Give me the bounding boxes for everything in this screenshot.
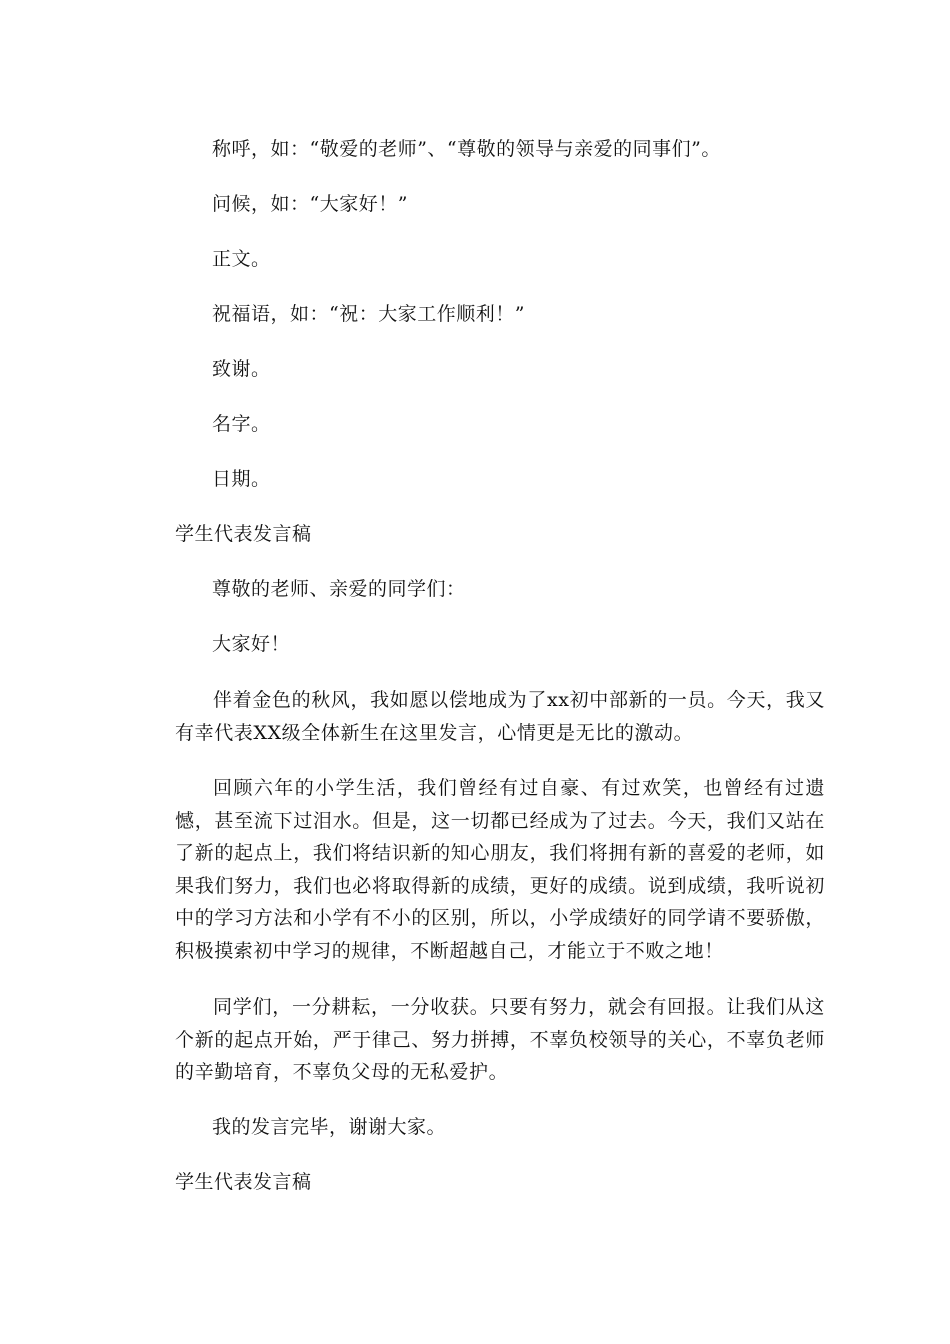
format-item-blessing: 祝福语，如：“祝：大家工作顺利！”	[212, 303, 525, 325]
speech-greeting: 大家好！	[212, 633, 291, 655]
speech-closing: 我的发言完毕，谢谢大家。	[212, 1116, 447, 1138]
section-title: 学生代表发言稿	[175, 523, 312, 545]
format-item-greeting: 问候，如：“大家好！”	[212, 193, 408, 215]
format-item-body: 正文。	[212, 248, 271, 270]
format-item-date: 日期。	[212, 468, 271, 490]
section-title-repeat: 学生代表发言稿	[175, 1171, 312, 1193]
speech-paragraph: 回顾六年的小学生活，我们曾经有过自豪、有过欢笑，也曾经有过遗憾，甚至流下过泪水。但是，这一切都已经成为了过去。今天，我们又站在了新的起点上，我们将结识新的知心朋友，我们将拥有新的喜爱的老师，如果我们努力，我们也必将取得新的成绩，更好的成绩。说到成绩，我听说初中的学习方法和小学有不小的区别，所以，小学成绩好的同学请不要骄傲，积极摸索初中学习的规律，不断超越自己，才能立于不败之地！	[175, 777, 825, 962]
format-item-thanks: 致谢。	[212, 358, 271, 380]
speech-salutation: 尊敬的老师、亲爱的同学们：	[212, 578, 466, 600]
speech-paragraph: 同学们，一分耕耘，一分收获。只要有努力，就会有回报。让我们从这个新的起点开始，严于律己、努力拼搏，不辜负校领导的关心，不辜负老师的辛勤培育，不辜负父母的无私爱护。	[175, 996, 825, 1083]
speech-paragraph: 伴着金色的秋风，我如愿以偿地成为了xx初中部新的一员。今天，我又有幸代表XX级全体新生在这里发言，心情更是无比的激动。	[175, 689, 825, 744]
format-item-name: 名字。	[212, 413, 271, 435]
format-item-salutation: 称呼，如：“敬爱的老师”、“尊敬的领导与亲爱的同事们”。	[212, 138, 721, 160]
